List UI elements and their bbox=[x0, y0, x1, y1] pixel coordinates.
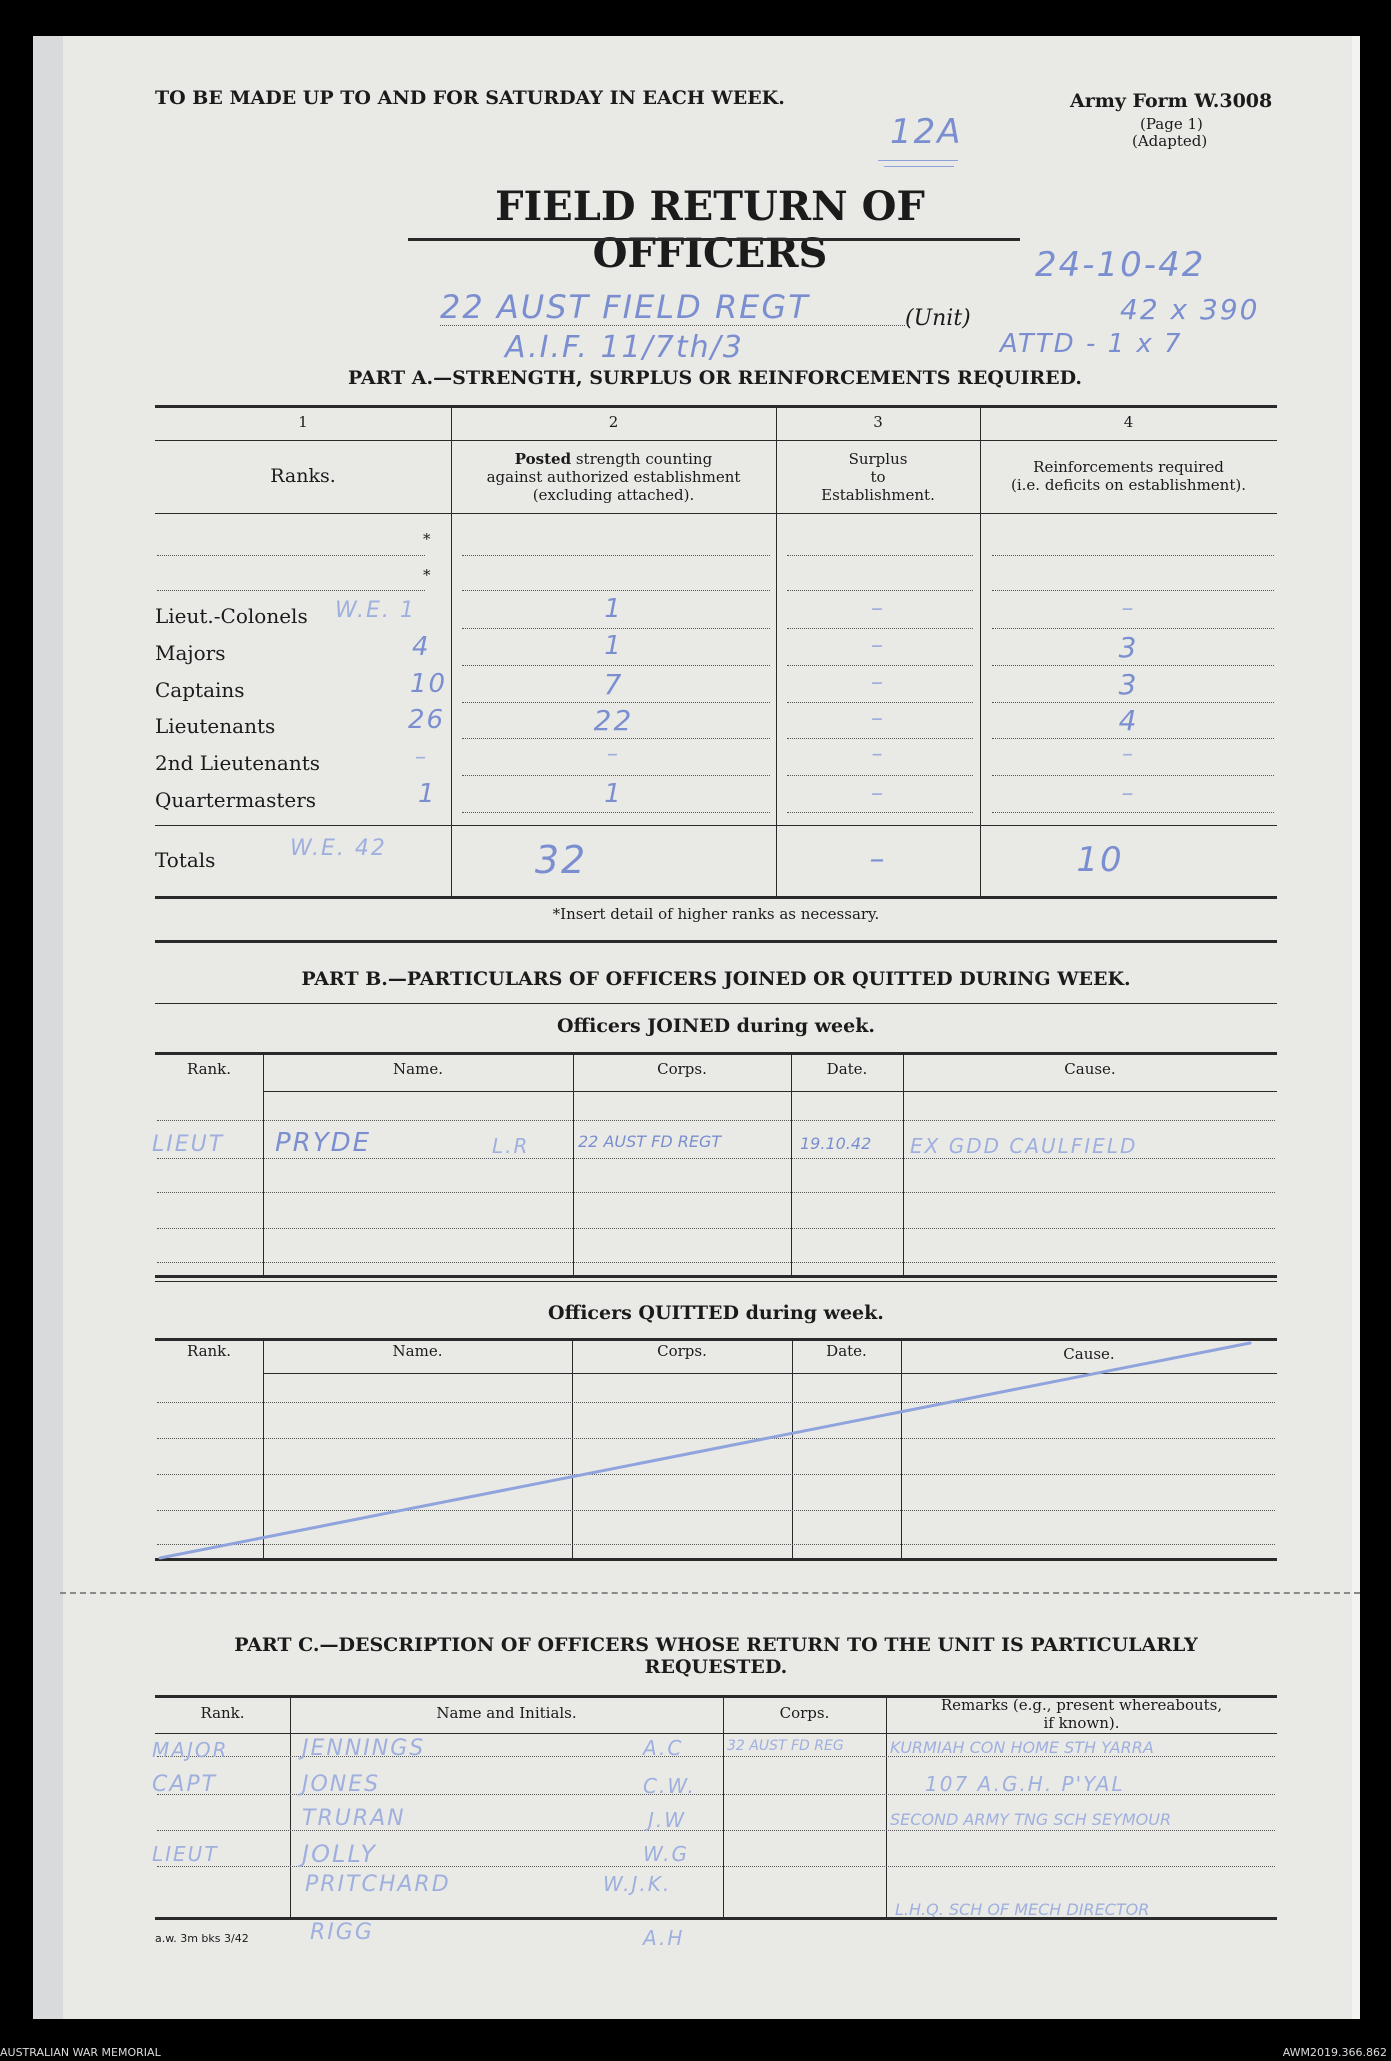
rank-surplus: – bbox=[871, 704, 885, 732]
rank-reinf: 3 bbox=[1118, 631, 1139, 664]
col-ranks-header: Ranks. bbox=[270, 465, 336, 487]
joined-corps: 22 AUST FD REGT bbox=[578, 1132, 722, 1151]
rank-reinf: – bbox=[1122, 742, 1135, 767]
joined-col-date: Date. bbox=[826, 1060, 868, 1078]
posted-rest: strength counting bbox=[571, 450, 713, 468]
posted-line-3: (excluding attached). bbox=[532, 486, 695, 504]
col-num-2: 2 bbox=[608, 413, 619, 431]
col-num-1: 1 bbox=[298, 413, 308, 431]
perforation-line bbox=[60, 1592, 1360, 1594]
part-a-title: PART A.—STRENGTH, SURPLUS OR REINFORCEMENTS REQUIRED. bbox=[347, 367, 1083, 389]
quitted-col-corps: Corps. bbox=[657, 1342, 707, 1360]
rank-surplus: – bbox=[871, 779, 885, 807]
rank-we: 1 bbox=[418, 779, 437, 809]
part-c-rank: MAJOR bbox=[152, 1738, 229, 1762]
part-c-rank: CAPT bbox=[152, 1772, 218, 1797]
joined-title: Officers JOINED during week. bbox=[556, 1015, 876, 1037]
rank-posted: 1 bbox=[604, 779, 623, 809]
footer-left: AUSTRALIAN WAR MEMORIAL bbox=[0, 2046, 161, 2059]
rank-surplus: – bbox=[871, 594, 885, 622]
rank-we: 26 bbox=[408, 705, 446, 735]
instruction-text: TO BE MADE UP TO AND FOR SATURDAY IN EACH WEEK. bbox=[155, 87, 785, 109]
rank-reinf: – bbox=[1121, 594, 1136, 622]
rank-posted: – bbox=[607, 742, 620, 767]
hand-folio-number: 12A bbox=[890, 112, 963, 152]
part-c-title-line1: PART C.—DESCRIPTION OF OFFICERS WHOSE RETURN TO THE UNIT IS PARTICULARLY bbox=[234, 1634, 1198, 1656]
hand-date: 24-10-42 bbox=[1035, 245, 1206, 285]
footer-right: AWM2019.366.862 bbox=[1282, 2046, 1387, 2059]
remarks-line-1: Remarks (e.g., present whereabouts, bbox=[940, 1696, 1223, 1714]
posted-line-2: against authorized establishment bbox=[486, 468, 741, 486]
joined-col-name: Name. bbox=[393, 1060, 443, 1078]
rank-we: W.E. 1 bbox=[335, 598, 416, 623]
quitted-title: Officers QUITTED during week. bbox=[548, 1302, 884, 1324]
star-1: * bbox=[423, 530, 431, 548]
star-2: * bbox=[423, 566, 431, 584]
part-c-col-corps: Corps. bbox=[779, 1704, 830, 1722]
rank-we: 10 bbox=[410, 669, 448, 699]
col-num-3: 3 bbox=[873, 413, 883, 431]
hand-attd: ATTD - 1 x 7 bbox=[1000, 329, 1183, 359]
rank-we: – bbox=[415, 745, 428, 770]
page-title: FIELD RETURN OF OFFICERS bbox=[495, 183, 925, 277]
quitted-col-rank: Rank. bbox=[186, 1342, 232, 1360]
part-a-footnote: *Insert detail of higher ranks as necessary. bbox=[552, 905, 880, 923]
part-c-divider-2 bbox=[723, 1697, 724, 1917]
part-c-col-remarks bbox=[886, 1696, 1277, 1732]
rank-posted: 1 bbox=[604, 631, 623, 661]
part-c-name: JOLLY bbox=[302, 1840, 378, 1868]
part-c-remarks: SECOND ARMY TNG SCH SEYMOUR bbox=[890, 1810, 1172, 1829]
hand-we: 42 x 390 bbox=[1120, 293, 1260, 326]
joined-initials: L.R bbox=[492, 1134, 530, 1158]
printer-note: a.w. 3m bks 3/42 bbox=[155, 1932, 249, 1945]
hand-aif: A.I.F. 11/7th/3 bbox=[505, 330, 744, 365]
joined-col-cause: Cause. bbox=[1064, 1060, 1116, 1078]
posted-bold: Posted bbox=[514, 450, 572, 468]
col-num-4: 4 bbox=[1123, 413, 1134, 431]
part-c-name: TRURAN bbox=[302, 1806, 406, 1831]
remarks-line-2: if known). bbox=[1043, 1714, 1120, 1732]
part-c-rank: LIEUT bbox=[152, 1842, 219, 1866]
part-c-initials: W.G bbox=[643, 1842, 689, 1866]
totals-reinf: 10 bbox=[1076, 840, 1124, 880]
rank-reinf: 4 bbox=[1118, 704, 1139, 737]
part-c-header-rule bbox=[155, 1733, 1277, 1734]
surplus-line-2: to bbox=[870, 468, 886, 486]
rank-posted: 22 bbox=[593, 704, 634, 737]
rank-label: 2nd Lieutenants bbox=[155, 751, 321, 775]
rank-reinf: 3 bbox=[1118, 668, 1139, 701]
part-c-name: JENNINGS bbox=[302, 1736, 426, 1761]
rank-label: Quartermasters bbox=[155, 788, 317, 812]
part-c-col-name: Name and Initials. bbox=[436, 1704, 577, 1722]
part-c-corps: 32 AUST FD REG bbox=[727, 1738, 844, 1754]
part-c-initials: A.C bbox=[643, 1736, 684, 1760]
rank-surplus: – bbox=[871, 742, 885, 767]
totals-label: Totals bbox=[155, 848, 216, 872]
rank-posted: 7 bbox=[603, 668, 624, 701]
part-c-remarks: L.H.Q. SCH OF MECH DIRECTOR bbox=[895, 1900, 1150, 1919]
surplus-line-1: Surplus bbox=[848, 450, 908, 468]
part-c-initials: A.H bbox=[643, 1926, 685, 1950]
totals-posted: 32 bbox=[534, 838, 588, 882]
part-c-divider-1 bbox=[290, 1697, 291, 1917]
rank-reinf: – bbox=[1121, 779, 1136, 807]
rank-label: Lieut.-Colonels bbox=[155, 604, 308, 628]
part-c-initials: C.W. bbox=[643, 1774, 696, 1798]
rank-we: 4 bbox=[412, 632, 431, 662]
reinf-line-1: Reinforcements required bbox=[1033, 458, 1224, 476]
totals-surplus: – bbox=[869, 842, 887, 877]
rank-label: Majors bbox=[155, 641, 226, 665]
rank-surplus: – bbox=[871, 631, 885, 659]
part-c-col-rank: Rank. bbox=[200, 1704, 245, 1722]
part-c-initials: W.J.K. bbox=[603, 1872, 672, 1896]
rank-label: Lieutenants bbox=[155, 714, 276, 738]
part-c-remarks: KURMIAH CON HOME STH YARRA bbox=[890, 1738, 1154, 1757]
joined-rank: LIEUT bbox=[152, 1132, 225, 1157]
joined-cause: EX GDD CAULFIELD bbox=[910, 1134, 1138, 1158]
hand-unit-name: 22 AUST FIELD REGT bbox=[440, 288, 810, 326]
part-c-initials: J.W bbox=[648, 1808, 687, 1832]
part-c-name: PRITCHARD bbox=[305, 1872, 451, 1897]
part-b-title: PART B.—PARTICULARS OF OFFICERS JOINED OR QUITTED DURING WEEK. bbox=[301, 968, 1131, 990]
form-number: Army Form W.3008 bbox=[1070, 90, 1273, 112]
rank-surplus: – bbox=[871, 668, 885, 696]
part-c-remarks: 107 A.G.H. P'YAL bbox=[925, 1772, 1125, 1796]
totals-we: W.E. 42 bbox=[290, 836, 387, 861]
quitted-col-name: Name. bbox=[392, 1342, 443, 1360]
joined-col-corps: Corps. bbox=[657, 1060, 707, 1078]
quitted-col-cause: Cause. bbox=[1063, 1345, 1115, 1363]
quitted-col-date: Date. bbox=[826, 1342, 867, 1360]
unit-label: (Unit) bbox=[905, 306, 971, 331]
part-c-name: JONES bbox=[302, 1772, 381, 1797]
form-page: (Page 1) bbox=[1140, 115, 1203, 133]
joined-date: 19.10.42 bbox=[800, 1134, 872, 1153]
rank-posted: 1 bbox=[604, 594, 623, 624]
part-c-name: RIGG bbox=[310, 1920, 374, 1945]
form-adapted: (Adapted) bbox=[1132, 132, 1208, 150]
surplus-line-3: Establishment. bbox=[821, 486, 935, 504]
rank-label: Captains bbox=[155, 678, 245, 702]
joined-name: PRYDE bbox=[275, 1128, 372, 1158]
reinf-line-2: (i.e. deficits on establishment). bbox=[1011, 476, 1246, 494]
part-c-title-line2: REQUESTED. bbox=[644, 1656, 788, 1678]
joined-col-rank: Rank. bbox=[186, 1060, 232, 1078]
